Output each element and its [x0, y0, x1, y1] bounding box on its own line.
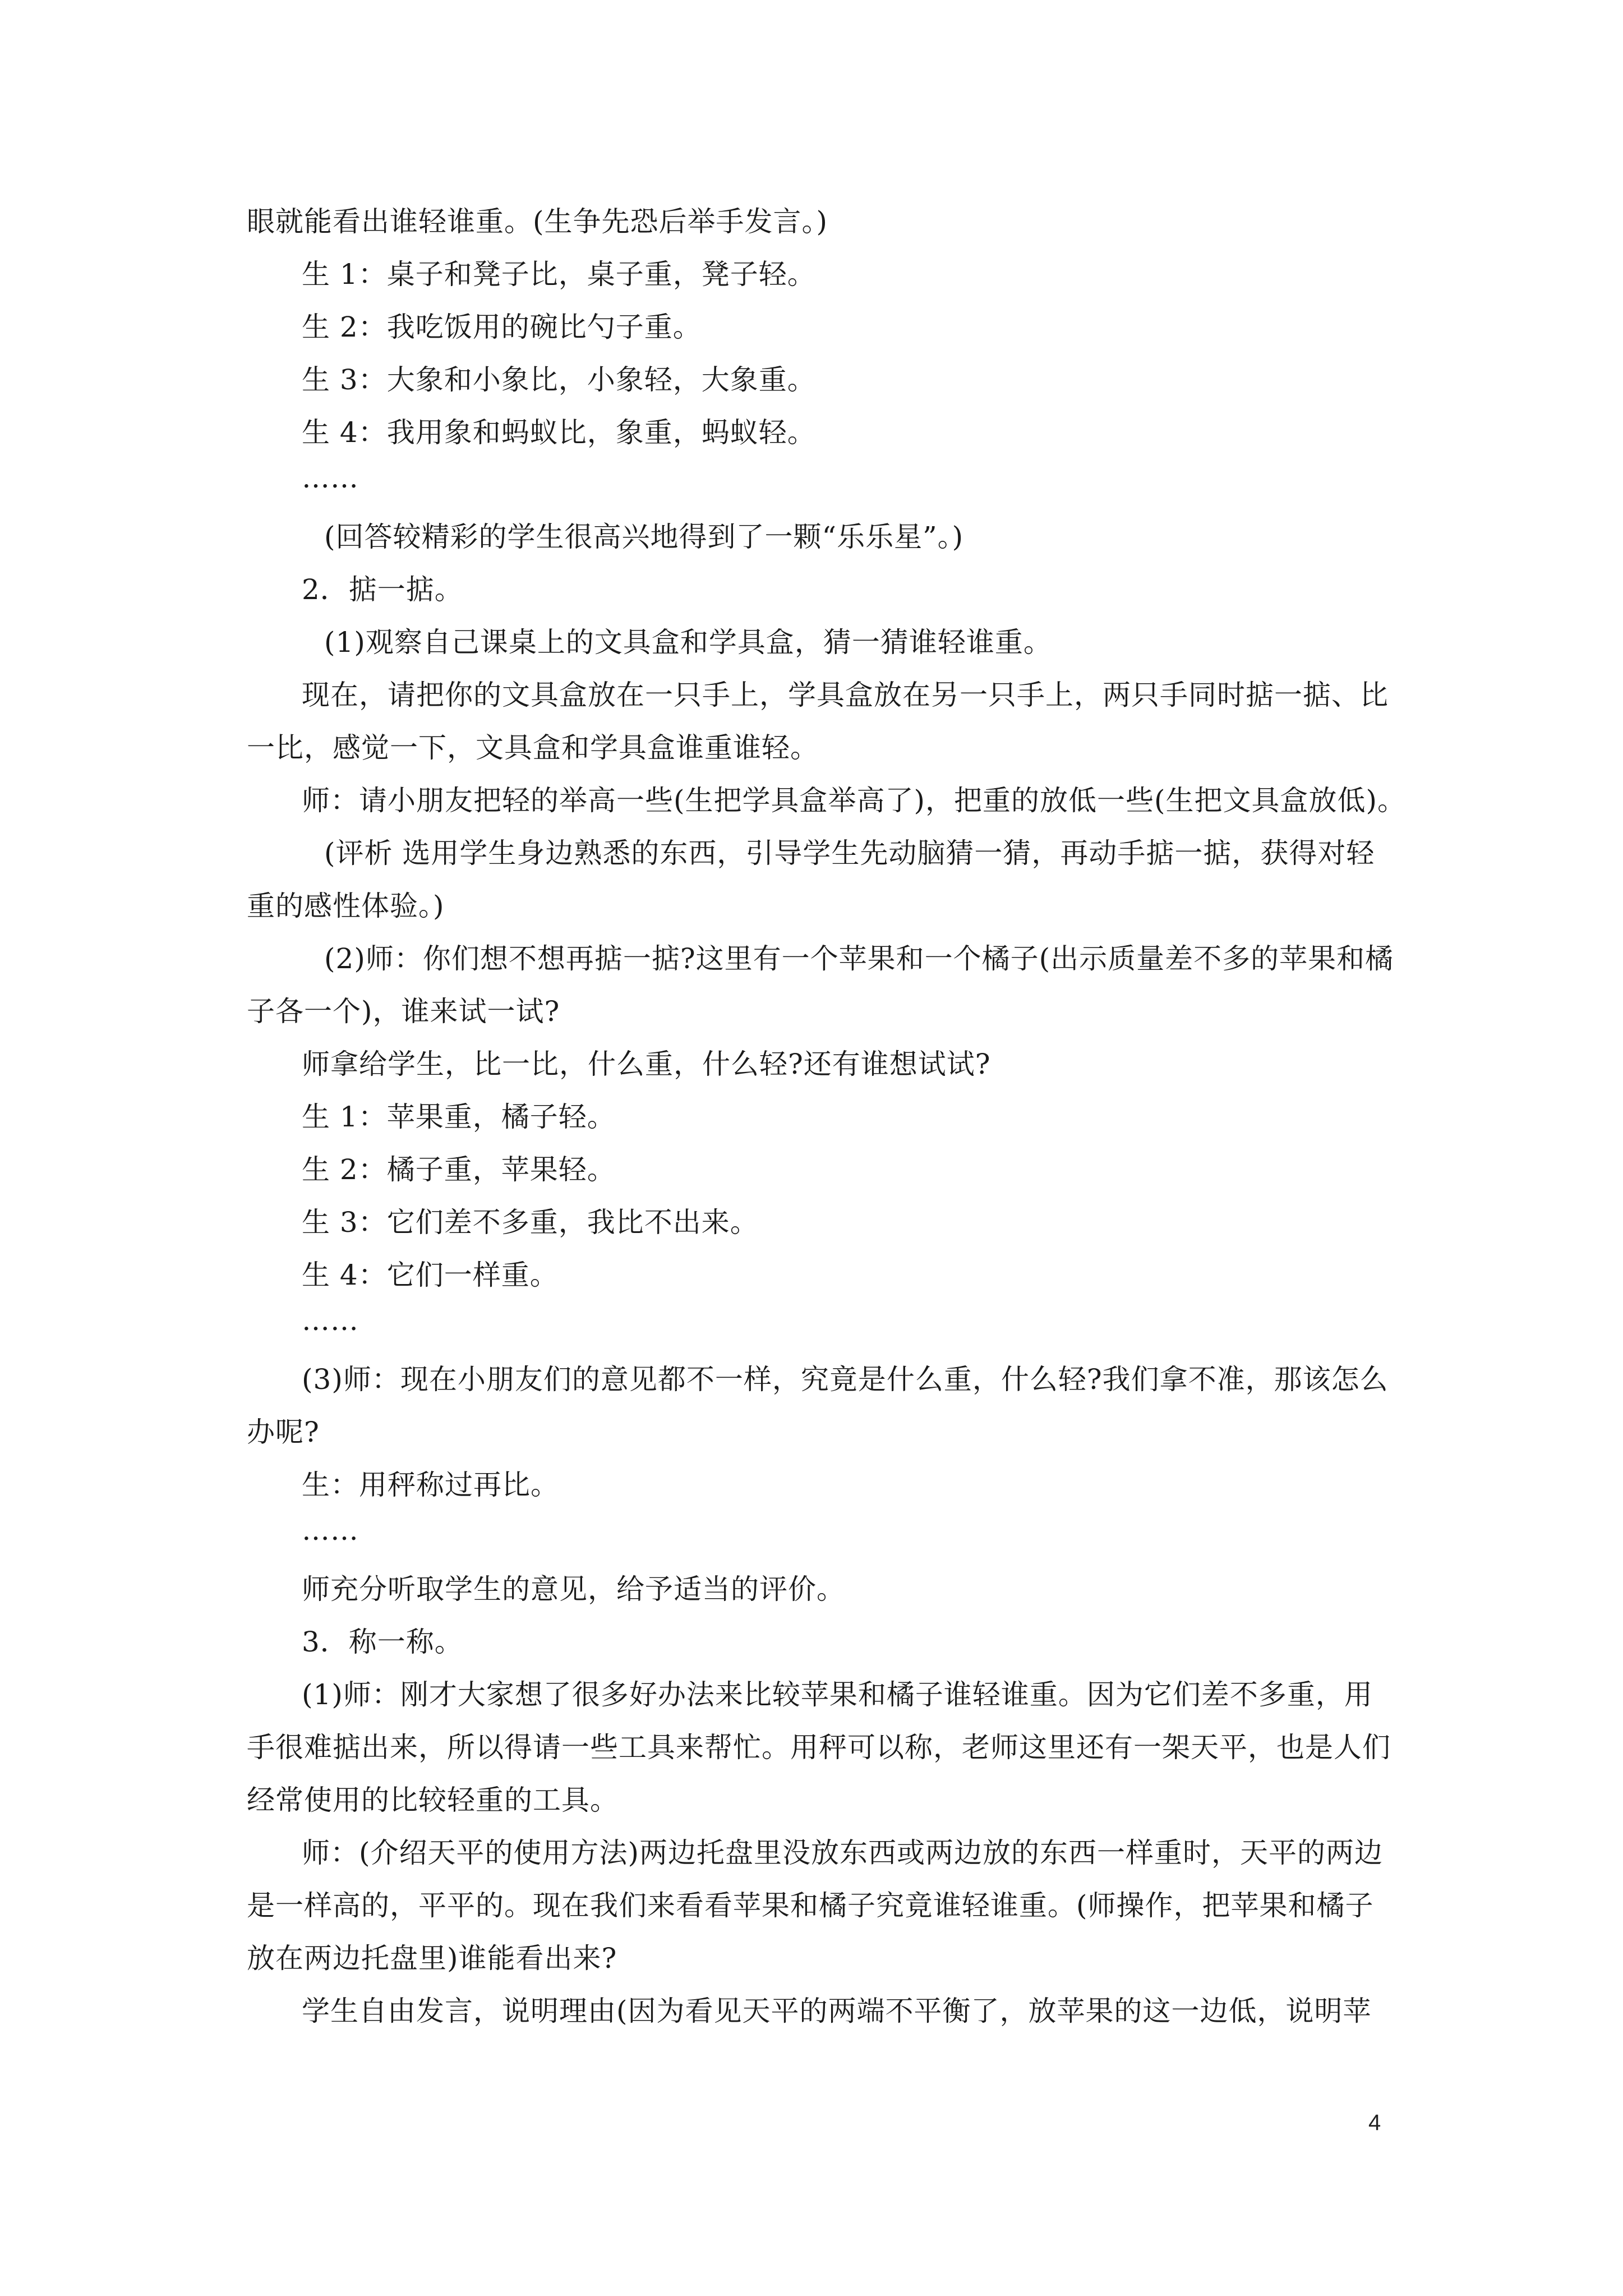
page-number: 4 — [1368, 2110, 1381, 2135]
text-line: 生 1：苹果重，橘子轻。 — [302, 1101, 616, 1133]
text-line: 一比，感觉一下，文具盒和学具盒谁重谁轻。 — [247, 731, 819, 764]
text-line: 是一样高的，平平的。现在我们来看看苹果和橘子究竟谁轻谁重。(师操作，把苹果和橘子 — [247, 1889, 1374, 1922]
text-line: 师：(介绍天平的使用方法)两边托盘里没放东西或两边放的东西一样重时，天平的两边 — [302, 1837, 1384, 1869]
text-line: (1)观察自己课桌上的文具盒和学具盒，猜一猜谁轻谁重。 — [324, 626, 1052, 659]
text-line: 生 4：它们一样重。 — [302, 1259, 559, 1291]
text-line: 眼就能看出谁轻谁重。(生争先恐后举手发言。) — [247, 205, 828, 238]
text-line: 生 4：我用象和蚂蚁比，象重，蚂蚁轻。 — [302, 416, 816, 449]
section-heading: 3．称一称。 — [302, 1626, 463, 1658]
text-line: 生 2：橘子重，苹果轻。 — [302, 1153, 616, 1186]
text-line: 生 3：它们差不多重，我比不出来。 — [302, 1206, 759, 1239]
text-line: 现在，请把你的文具盒放在一只手上，学具盒放在另一只手上，两只手同时掂一掂、比 — [302, 679, 1389, 711]
text-line: 师：请小朋友把轻的举高一些(生把学具盒举高了)，把重的放低一些(生把文具盒放低)。 — [302, 784, 1407, 817]
text-line: 师充分听取学生的意见，给予适当的评价。 — [302, 1573, 845, 1605]
text-line: 学生自由发言，说明理由(因为看见天平的两端不平衡了，放苹果的这一边低，说明苹 — [302, 1995, 1372, 2027]
text-line: 放在两边托盘里)谁能看出来? — [247, 1942, 617, 1975]
text-line: 子各一个)，谁来试一试? — [247, 995, 560, 1028]
section-heading: 2．掂一掂。 — [302, 573, 463, 606]
text-line: (1)师：刚才大家想了很多好办法来比较苹果和橘子谁轻谁重。因为它们差不多重，用 — [302, 1678, 1373, 1711]
text-line: (2)师：你们想不想再掂一掂?这里有一个苹果和一个橘子(出示质量差不多的苹果和橘 — [324, 942, 1394, 975]
text-line: 生 1：桌子和凳子比，桌子重，凳子轻。 — [302, 258, 816, 291]
text-line: 生 2：我吃饭用的碗比勺子重。 — [302, 311, 702, 343]
text-line: (回答较精彩的学生很高兴地得到了一颗“乐乐星”。) — [324, 521, 964, 553]
text-line: (3)师：现在小朋友们的意见都不一样，究竟是什么重，什么轻?我们拿不准，那该怎么 — [302, 1363, 1389, 1396]
text-line: 经常使用的比较轻重的工具。 — [247, 1784, 619, 1816]
ellipsis-line: …… — [302, 1304, 359, 1337]
text-line: 重的感性体验。) — [247, 890, 445, 922]
text-line: 手很难掂出来，所以得请一些工具来帮忙。用秤可以称，老师这里还有一架天平，也是人们 — [247, 1731, 1391, 1764]
text-line: 生 3：大象和小象比，小象轻，大象重。 — [302, 364, 816, 396]
text-line: (评析 选用学生身边熟悉的东西，引导学生先动脑猜一猜，再动手掂一掂，获得对轻 — [324, 837, 1375, 869]
text-line: 生：用秤称过再比。 — [302, 1469, 559, 1501]
ellipsis-line: …… — [302, 462, 359, 494]
text-line: 师拿给学生，比一比，什么重，什么轻?还有谁想试试? — [302, 1048, 991, 1080]
text-line: 办呢? — [247, 1416, 320, 1448]
ellipsis-line: …… — [302, 1514, 359, 1547]
